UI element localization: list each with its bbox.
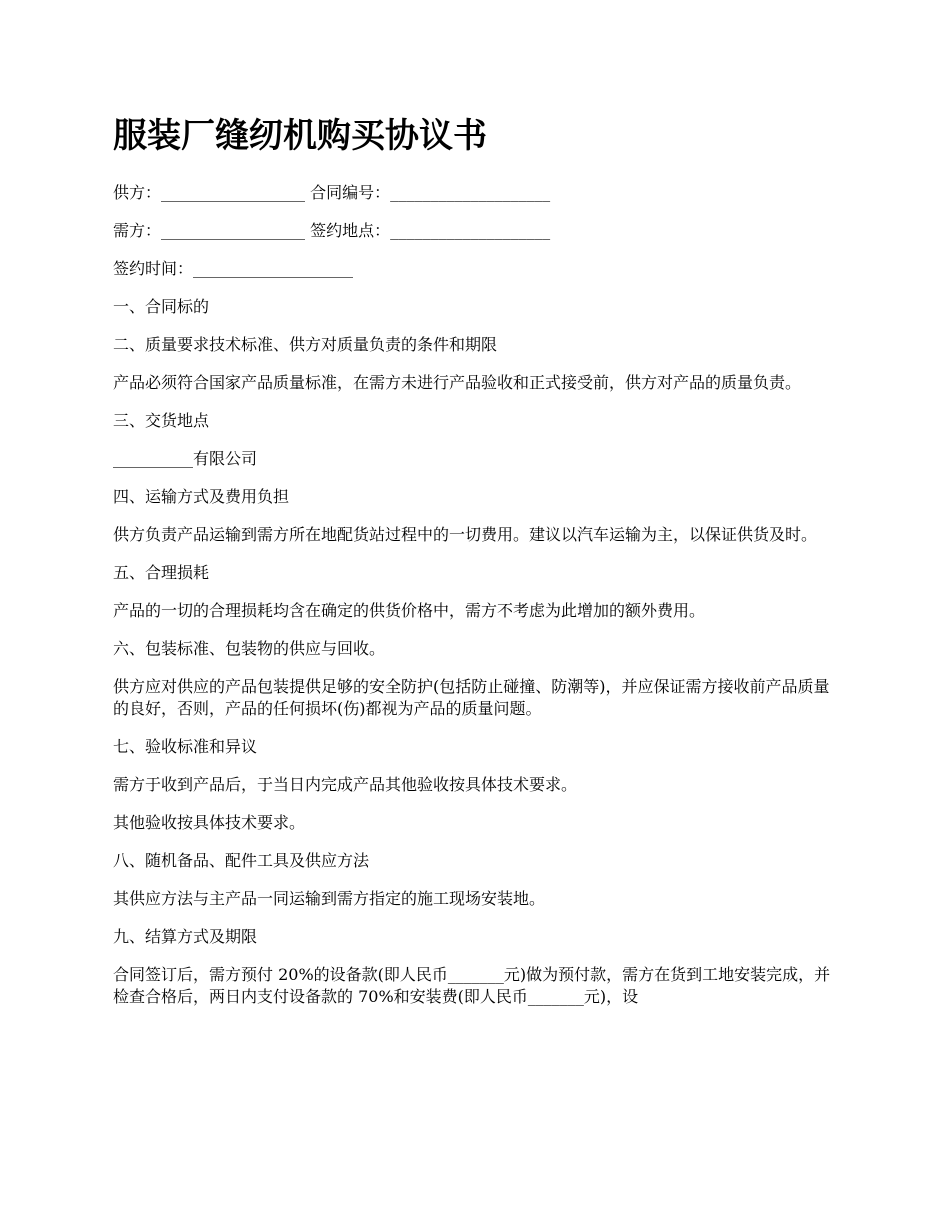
- document-title: 服装厂缝纫机购买协议书: [113, 116, 487, 156]
- document-page: [113, 112, 843, 1024]
- section-4-heading: 四、运输方式及费用负担: [113, 487, 290, 506]
- section-8-heading: 八、随机备品、配件工具及供应方法: [113, 851, 370, 870]
- sign-time-field: 签约时间：____________________: [113, 259, 354, 278]
- supplier-field: 供方：__________________: [113, 183, 311, 202]
- section-5-paragraph: 产品的一切的合理损耗均含在确定的供货价格中，需方不考虑为此增加的额外费用。: [113, 601, 706, 620]
- buyer-row: [113, 220, 843, 242]
- section-2-paragraph: 产品必须符合国家产品质量标准，在需方未进行产品验收和正式接受前，供方对产品的质量负责。: [113, 373, 802, 392]
- section-8-paragraph: 其供应方法与主产品一同运输到需方指定的施工现场安装地。: [113, 889, 546, 908]
- supplier-row: [113, 182, 843, 204]
- section-3-paragraph: __________有限公司: [113, 449, 258, 468]
- section-6-paragraph: 供方应对供应的产品包装提供足够的安全防护(包括防止碰撞、防潮等)，并应保证需方接收前产品质量的良好，否则，产品的任何损坏(伤)都视为产品的质量问题。: [113, 677, 830, 718]
- contract-no-field: 合同编号：____________________: [310, 183, 551, 202]
- section-7-paragraph-1: 需方于收到产品后，于当日内完成产品其他验收按具体技术要求。: [113, 775, 578, 794]
- section-2-heading: 二、质量要求技术标准、供方对质量负责的条件和期限: [113, 335, 498, 354]
- section-9-heading: 九、结算方式及期限: [113, 927, 258, 946]
- sign-time-row: [113, 258, 843, 280]
- section-1-heading: 一、合同标的: [113, 297, 210, 316]
- section-3-heading: 三、交货地点: [113, 411, 210, 430]
- section-7-paragraph-2: 其他验收按具体技术要求。: [113, 813, 306, 832]
- section-4-paragraph: 供方负责产品运输到需方所在地配货站过程中的一切费用。建议以汽车运输为主，以保证供货及时。: [113, 525, 818, 544]
- sign-place-field: 签约地点：____________________: [310, 221, 551, 240]
- section-5-heading: 五、合理损耗: [113, 563, 210, 582]
- section-9-paragraph: 合同签订后，需方预付 20%的设备款(即人民币_______元)做为预付款，需方在货到工地安装完成，并检查合格后，两日内支付设备款的 70%和安装费(即人民币_______元)，设: [113, 965, 831, 1006]
- buyer-field: 需方：__________________: [113, 221, 311, 240]
- section-7-heading: 七、验收标准和异议: [113, 737, 258, 756]
- section-6-heading: 六、包装标准、包装物的供应与回收。: [113, 639, 386, 658]
